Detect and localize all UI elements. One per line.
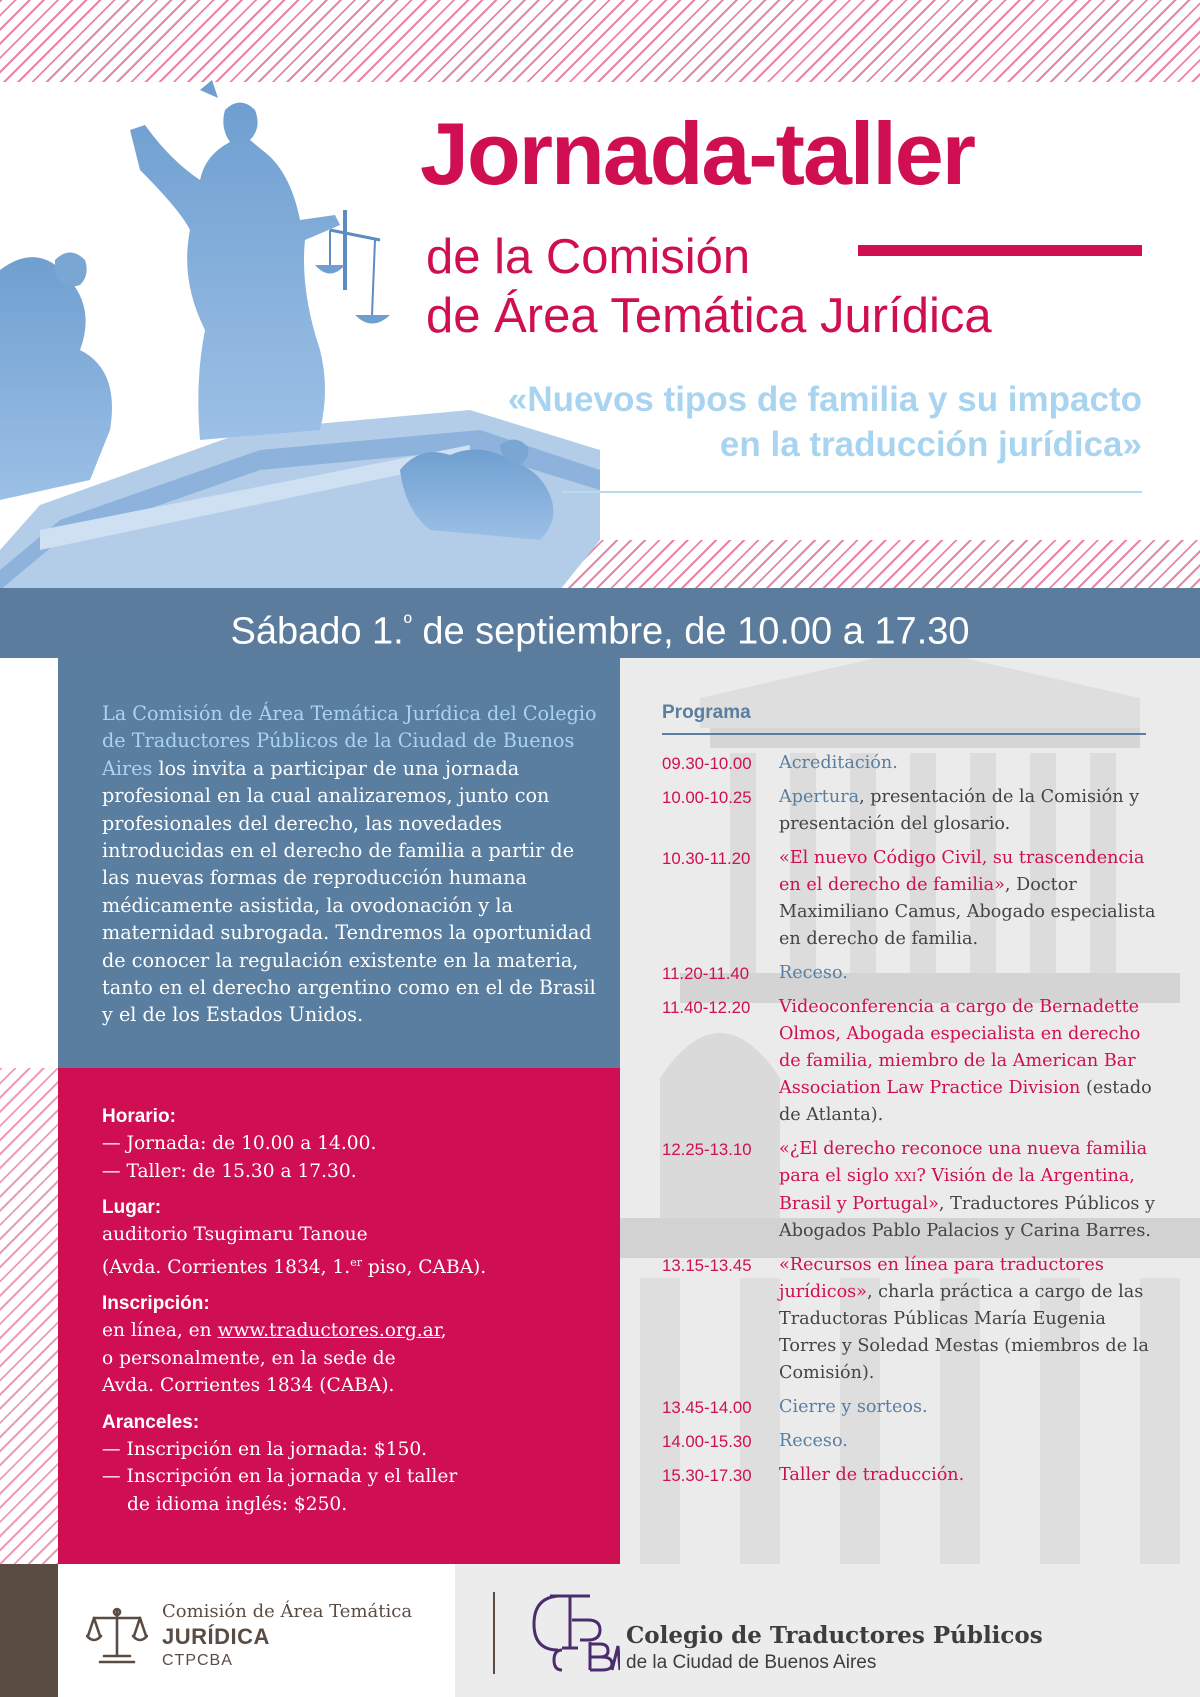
programa-time: 12.25-13.10 — [662, 1140, 752, 1159]
programa-title: Programa — [662, 702, 751, 723]
lugar-direccion-sup: er — [350, 1255, 362, 1269]
programa-desc — [779, 784, 1162, 838]
scales-of-justice-icon — [86, 1604, 148, 1668]
programa-desc-a: Cierre y sorteos. — [779, 1397, 928, 1417]
programa-desc-b: , Doctor Maximiliano Camus, Abogado especialista en derecho de familia. — [779, 875, 1156, 949]
programa-item — [662, 1462, 1162, 1489]
programa-desc — [779, 1428, 1162, 1455]
programa-desc — [779, 1252, 1162, 1387]
programa-desc-a: Receso. — [779, 1431, 848, 1451]
programa-item — [662, 1394, 1162, 1421]
programa-desc-b: ? Visión de la Argentina, Brasil y Portugal» — [779, 1166, 1135, 1214]
programa-item — [662, 1428, 1162, 1455]
programa-time: 11.40-12.20 — [662, 998, 751, 1017]
org-name: Colegio de Traductores Públicos — [626, 1622, 1043, 1649]
website-link[interactable]: www.traductores.org.ar — [217, 1320, 441, 1342]
horario-taller: — Taller: de 15.30 a 17.30. — [102, 1160, 357, 1182]
intro-body: los invita a participar de una jornada profesional en la cual analizaremos, junto con profesionales del derecho, las novedades introducidas en el derecho de familia a partir de las nuevas formas de reproducción humana médicamente asistida, la ovodonación y la maternidad subrogada. Tendremos la oportunidad de conocer la regulación existente en la materia, tanto en el derecho argentino como en el de Brasil y el de los Estados Unidos. — [102, 756, 596, 1027]
programa-time: 11.20-11.40 — [662, 964, 750, 983]
programa-desc-a: «¿El derecho reconoce una nueva familia para el siglo — [779, 1139, 1148, 1186]
programa-time: 09.30-10.00 — [662, 754, 752, 773]
programa-desc-a: Receso. — [779, 963, 848, 983]
programa-time: 14.00-15.30 — [662, 1432, 752, 1451]
inscripcion-sede: Avda. Corrientes 1834 (CABA). — [102, 1375, 395, 1397]
commission-name: Comisión de Área Temática — [162, 1601, 413, 1622]
horario-jornada: — Jornada: de 10.00 a 14.00. — [102, 1133, 377, 1154]
programa-time: 15.30-17.30 — [662, 1466, 752, 1485]
programa-desc-c: , Traductores Públicos y Abogados Pablo Palacios y Carina Barres. — [779, 1194, 1155, 1241]
programa-desc — [779, 845, 1162, 953]
programa-desc-b: (estado de Atlanta). — [779, 1078, 1152, 1125]
arancel-jornada: — Inscripción en la jornada: $150. — [102, 1438, 428, 1460]
programa-desc — [779, 1136, 1162, 1245]
inscripcion-personal: o personalmente, en la sede de — [102, 1347, 396, 1369]
ctpba-logo — [528, 1590, 620, 1674]
org-city: de la Ciudad de Buenos Aires — [626, 1652, 877, 1673]
intro-text — [102, 700, 602, 1029]
programa-desc — [779, 960, 1162, 987]
programa-desc-a: «Recursos en línea para traductores jurídicos» — [779, 1255, 1104, 1302]
programa-desc — [779, 1394, 1162, 1421]
programa-desc-a: Apertura — [779, 787, 860, 807]
lugar-direccion — [102, 1249, 602, 1282]
programa-time: 10.00-10.25 — [662, 788, 752, 807]
programa-rule — [662, 733, 1146, 735]
commission-acronym: CTPCBA — [162, 1652, 233, 1669]
programa-item — [662, 1136, 1162, 1245]
lugar-direccion-b: piso, CABA). — [361, 1256, 487, 1278]
inscripcion-online-a: en línea, en — [102, 1320, 218, 1342]
info-content — [102, 1104, 602, 1518]
programa-item — [662, 960, 1162, 987]
inscripcion-online-b: , — [440, 1320, 447, 1342]
event-theme — [508, 378, 1142, 468]
programa-item — [662, 1252, 1162, 1387]
intro-box — [58, 658, 620, 1068]
programa-time: 13.15-13.45 — [662, 1256, 752, 1275]
programa-desc — [779, 750, 1162, 777]
programa-desc-a: «El nuevo Código Civil, su trascendencia en el derecho de familia» — [779, 848, 1145, 895]
arancel-jornada-taller-cont: de idioma inglés: $250. — [127, 1493, 348, 1515]
programa-desc-a: Taller de traducción. — [779, 1465, 965, 1485]
date-ordinal: º — [403, 610, 412, 635]
programa-desc — [779, 1462, 1162, 1489]
programa-item — [662, 994, 1162, 1129]
info-box — [58, 1068, 620, 1564]
left-hatch-pattern — [0, 1068, 58, 1564]
lugar-auditorio: auditorio Tsugimaru Tanoue — [102, 1224, 368, 1245]
title-rule — [858, 245, 1142, 256]
programa-desc-smallcaps: XXI — [894, 1170, 917, 1184]
subtitle-line-2: de Área Temática Jurídica — [426, 289, 992, 344]
programa-item — [662, 784, 1162, 838]
programa-time: 10.30-11.20 — [662, 849, 751, 868]
programa-desc-b: , charla práctica a cargo de las Traductoras Públicas María Eugenia Torres y Soledad Mestas (miembros de la Comisión). — [779, 1282, 1149, 1383]
programa-desc-a: Acreditación. — [779, 753, 898, 773]
theme-line-1: «Nuevos tipos de familia y su impacto — [507, 380, 1142, 419]
right-hatch-pattern — [545, 540, 1200, 588]
theme-rule — [562, 491, 1142, 493]
footer-strip — [0, 1564, 58, 1697]
horario-label: Horario: — [102, 1106, 176, 1127]
footer-divider — [493, 1592, 495, 1674]
programa-desc-b: , presentación de la Comisión y presentación del glosario. — [779, 787, 1140, 834]
date-prefix: Sábado 1. — [230, 610, 404, 653]
commission-area: JURÍDICA — [162, 1624, 270, 1649]
inscripcion-label: Inscripción: — [102, 1293, 210, 1315]
date-band — [0, 588, 1200, 658]
programa-desc — [779, 994, 1162, 1129]
arancel-jornada-taller: — Inscripción en la jornada y el taller — [102, 1466, 458, 1488]
theme-line-2: en la traducción jurídica» — [719, 424, 1142, 464]
programa-item — [662, 750, 1162, 777]
lugar-direccion-a: (Avda. Corrientes 1834, 1. — [102, 1256, 351, 1278]
programa-desc-a: Videoconferencia a cargo de Bernadette Olmos, Abogada especialista en derecho de familia, miembro de la American Bar Association Law Practice Division — [779, 997, 1141, 1098]
subtitle-line-1: de la Comisión — [426, 230, 751, 284]
lugar-label: Lugar: — [102, 1197, 162, 1218]
intro-highlight: La Comisión de Área Temática Jurídica del Colegio de Traductores Públicos de la Ciudad de Buenos Aires — [102, 702, 597, 780]
programa-time: 13.45-14.00 — [662, 1398, 752, 1417]
aranceles-label: Aranceles: — [102, 1411, 200, 1433]
event-title: Jornada-taller — [420, 104, 974, 203]
programa-item — [662, 845, 1162, 953]
inscripcion-online — [102, 1317, 602, 1345]
date-rest: de septiembre, de 10.00 a 17.30 — [411, 610, 970, 653]
programa-list — [662, 750, 1162, 1496]
